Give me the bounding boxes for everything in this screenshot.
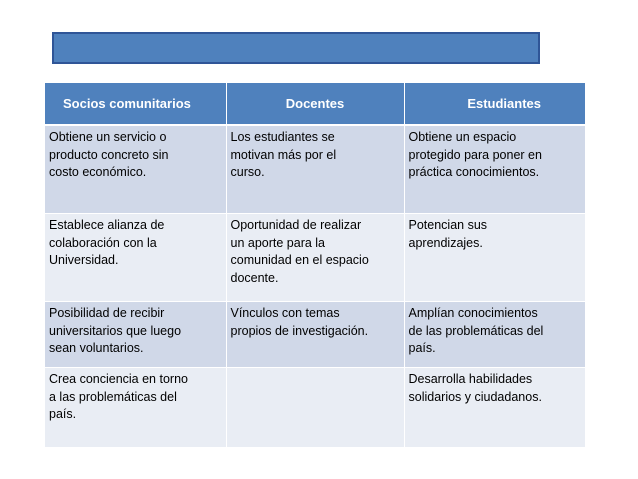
cell-text: Obtiene un espacio protegido para poner en práctica conocimientos. <box>408 130 542 179</box>
cell-text: Desarrolla habilidades solidarios y ciudadanos. <box>408 372 542 404</box>
table-cell <box>404 302 585 368</box>
table-cell <box>45 125 226 214</box>
cell-text: Crea conciencia en torno a las problemáticas del país. <box>49 372 188 421</box>
slide-title-banner <box>52 32 540 83</box>
table-cell <box>226 125 404 214</box>
cell-text: Establece alianza de colaboración con la Universidad. <box>49 218 165 267</box>
table-cell <box>404 214 585 302</box>
table-row <box>45 125 585 214</box>
table-row <box>45 368 585 448</box>
table-cell <box>45 368 226 448</box>
column-header-estudiantes: Estudiantes <box>404 83 585 125</box>
table-cell <box>404 125 585 214</box>
benefits-table <box>45 83 585 448</box>
cell-text: Oportunidad de realizar un aporte para la comunidad en el espacio docente. <box>230 218 369 285</box>
table-cell <box>226 368 404 448</box>
slide-title: BENEFICIOS de la experiencia de APRENDIZAJE SERVICIO <box>123 68 484 83</box>
table-row <box>45 214 585 302</box>
cell-text: Potencian sus aprendizajes. <box>408 218 488 250</box>
cell-text: Posibilidad de recibir universitarios que luego sean voluntarios. <box>49 306 182 355</box>
cell-text: Amplían conocimientos de las problemáticas del país. <box>408 306 544 355</box>
cell-text: Obtiene un servicio o producto concreto sin costo económico. <box>49 130 169 179</box>
cell-text: Vínculos con temas propios de investigación. <box>230 306 369 338</box>
table-row <box>45 302 585 368</box>
column-header-docentes: Docentes <box>226 83 404 125</box>
column-header-socios: Socios comunitarios <box>45 83 226 125</box>
table-cell <box>226 302 404 368</box>
table-cell <box>226 214 404 302</box>
table-cell <box>404 368 585 448</box>
cell-text: Los estudiantes se motivan más por el curso. <box>230 130 337 179</box>
table-cell <box>45 302 226 368</box>
table-header-row <box>45 83 585 125</box>
table-cell <box>45 214 226 302</box>
